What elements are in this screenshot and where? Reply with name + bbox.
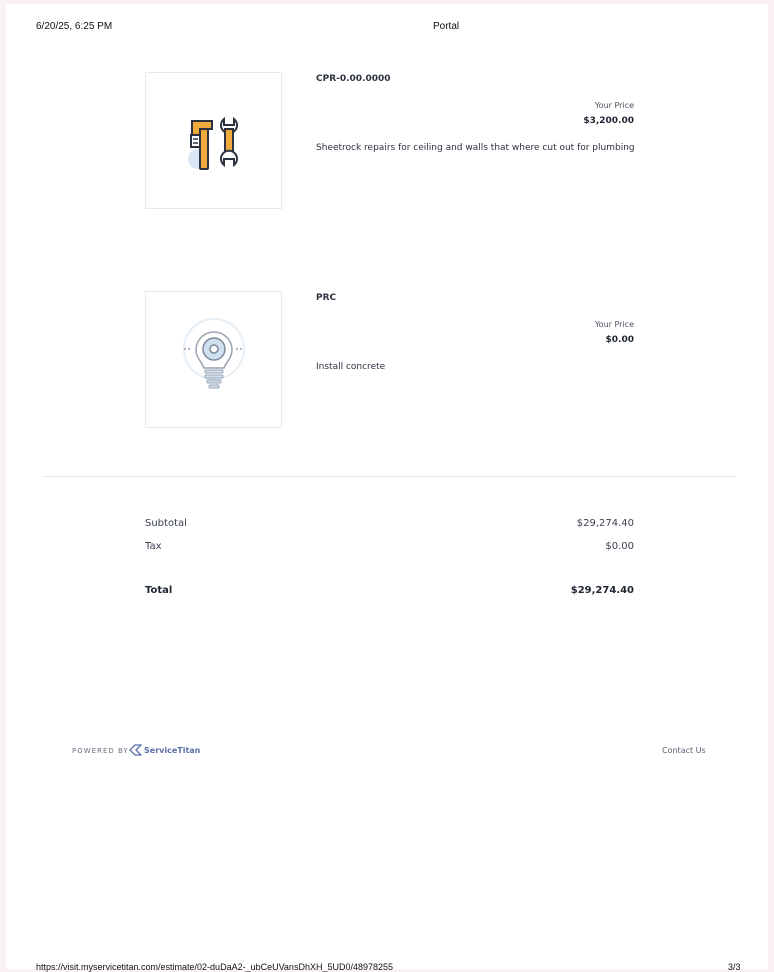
item-code: PRC	[316, 293, 337, 303]
total-value: $29,274.40	[570, 585, 634, 596]
item-price: $0.00	[605, 335, 634, 345]
brand-logo[interactable]	[129, 744, 200, 756]
item-code: CPR-0.00.0000	[316, 74, 391, 84]
item-image	[145, 72, 282, 209]
servicetitan-logo-icon	[129, 744, 142, 756]
page-number: 3/3	[728, 962, 741, 972]
tax-value: $0.00	[605, 541, 634, 552]
brand-name: ServiceTitan	[144, 745, 201, 755]
print-page	[6, 4, 768, 972]
subtotal-label: Subtotal	[145, 518, 187, 529]
your-price-label: Your Price	[594, 320, 634, 329]
print-title: Portal	[433, 21, 460, 32]
your-price-label: Your Price	[594, 101, 634, 110]
item-description: Sheetrock repairs for ceiling and walls that where cut out for plumbing	[316, 143, 635, 153]
item-description: Install concrete	[316, 362, 386, 372]
total-label: Total	[145, 585, 173, 596]
print-datetime: 6/20/25, 6:25 PM	[36, 21, 113, 32]
item-image	[145, 291, 282, 428]
contact-us-link[interactable]: Contact Us	[662, 746, 706, 755]
lightbulb-gear-icon	[146, 292, 283, 429]
plumbing-tools-icon	[146, 73, 283, 210]
section-divider	[42, 476, 736, 477]
powered-by-label: POWERED BY	[72, 747, 129, 755]
print-url: https://visit.myservicetitan.com/estimate/02-duDaA2-_ubCeUVansDhXH_5UD0/48978255	[36, 962, 394, 972]
tax-label: Tax	[145, 541, 162, 552]
item-price: $3,200.00	[583, 116, 634, 126]
subtotal-value: $29,274.40	[576, 518, 634, 529]
